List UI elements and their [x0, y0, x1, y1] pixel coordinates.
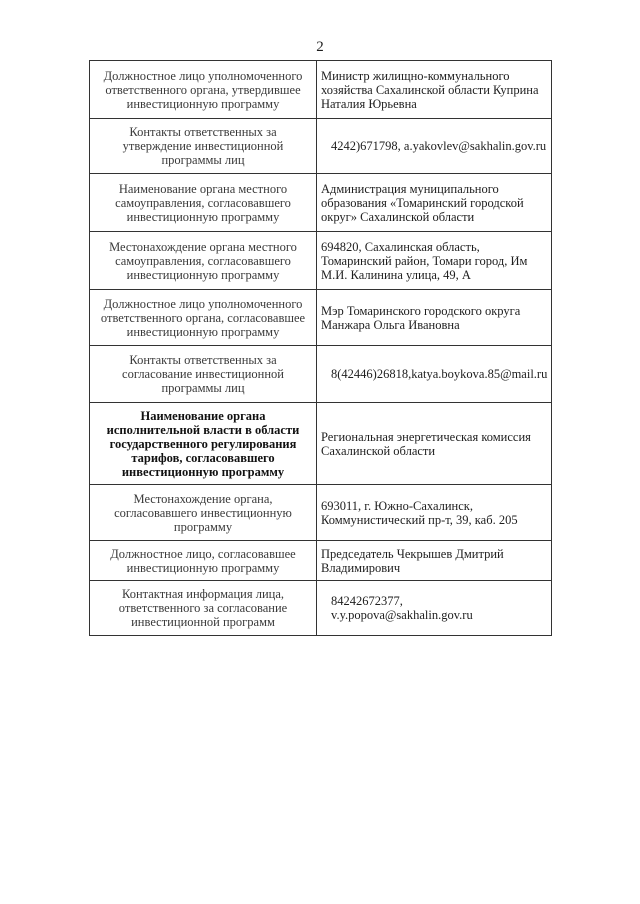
row-label: Должностное лицо уполномоченного ответственного органа, утвердившее инвестиционную программу: [90, 61, 317, 119]
row-value: Председатель Чекрышев Дмитрий Владимирович: [317, 541, 552, 581]
row-label: Местонахождение органа местного самоуправления, согласовавшего инвестиционную программу: [90, 232, 317, 290]
row-value: Региональная энергетическая комиссия Сахалинской области: [317, 403, 552, 485]
row-value: 84242672377, v.y.popova@sakhalin.gov.ru: [317, 581, 552, 636]
row-label: Контакты ответственных за утверждение инвестиционной программы лиц: [90, 119, 317, 174]
table-row: [90, 232, 552, 290]
row-value: Администрация муниципального образования «Томаринский городской округ» Сахалинской области: [317, 174, 552, 232]
row-value: 8(42446)26818,katya.boykova.85@mail.ru: [317, 346, 552, 403]
table-row: [90, 119, 552, 174]
table-row: [90, 541, 552, 581]
table-row: [90, 581, 552, 636]
row-label: Наименование органа исполнительной власти в области государственного регулирования тарифов, согласовавшего инвестиционную программу: [90, 403, 317, 485]
row-label: Наименование органа местного самоуправления, согласовавшего инвестиционную программу: [90, 174, 317, 232]
row-label: Контактная информация лица, ответственного за согласование инвестиционной программ: [90, 581, 317, 636]
row-value: Мэр Томаринского городского округа Манжара Ольга Ивановна: [317, 290, 552, 346]
row-value: 4242)671798, a.yakovlev@sakhalin.gov.ru: [317, 119, 552, 174]
row-label: Местонахождение органа, согласовавшего инвестиционную программу: [90, 485, 317, 541]
row-label: Контакты ответственных за согласование инвестиционной программы лиц: [90, 346, 317, 403]
row-value: 694820, Сахалинская область, Томаринский район, Томари город, Им М.И. Калинина улица, 49, А: [317, 232, 552, 290]
page-number: 2: [316, 39, 324, 55]
table-row: [90, 290, 552, 346]
row-value: Министр жилищно-коммунального хозяйства Сахалинской области Куприна Наталия Юрьевна: [317, 61, 552, 119]
table-row: [90, 485, 552, 541]
row-label: Должностное лицо, согласовавшее инвестиционную программу: [90, 541, 317, 581]
table-row: [90, 61, 552, 119]
investment-program-info-table: [89, 60, 552, 636]
row-value: 693011, г. Южно-Сахалинск, Коммунистический пр-т, 39, каб. 205: [317, 485, 552, 541]
row-label: Должностное лицо уполномоченного ответственного органа, согласовавшее инвестиционную программу: [90, 290, 317, 346]
table-row: [90, 174, 552, 232]
table-row: [90, 403, 552, 485]
table-row: [90, 346, 552, 403]
